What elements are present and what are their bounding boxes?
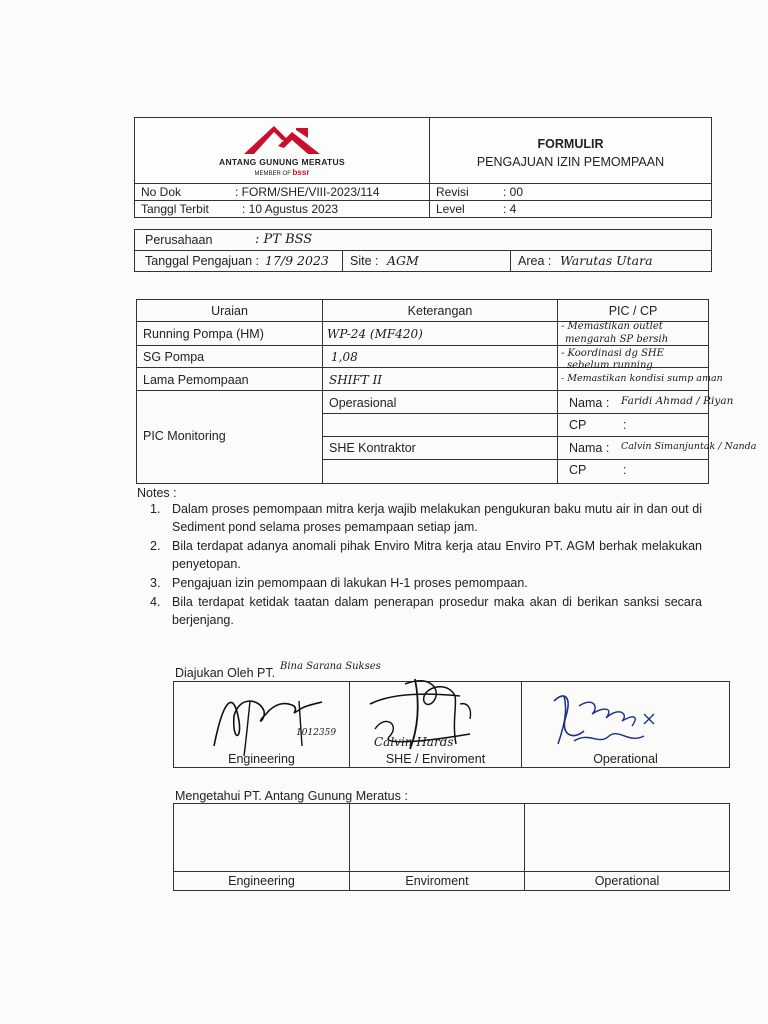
row-sg-pompa-value: 1,08 (331, 350, 358, 364)
perusahaan-value: : PT BSS (255, 232, 313, 247)
mengetahui-label: Mengetahui PT. Antang Gunung Meratus : (175, 789, 408, 803)
logo-member: MEMBER OF bssr (254, 168, 310, 177)
pic-monitoring-label: PIC Monitoring (143, 429, 226, 443)
header-uraian: Uraian (211, 304, 248, 318)
header-block (134, 117, 712, 218)
signature-she-name: Calvin Hards (374, 735, 454, 749)
site-value: AGM (387, 253, 419, 268)
tanggal-terbit-value: : 10 Agustus 2023 (242, 202, 339, 216)
pic-note-3: - Koordinasi dg SHE (561, 348, 664, 359)
info-block (134, 229, 712, 272)
signature-engineering (204, 686, 344, 756)
area-value: Warutas Utara (560, 253, 653, 268)
row-lama-pemompaan-value: SHIFT II (329, 373, 383, 387)
revisi-value: : 00 (503, 185, 524, 199)
form-title: FORMULIR (537, 137, 604, 151)
acknowledge-role-engineering: Engineering (228, 874, 295, 888)
diajukan-company: Bina Sarana Sukses (280, 661, 381, 672)
perusahaan-label: Perusahaan (145, 233, 213, 247)
approval-role-operational: Operational (593, 752, 658, 766)
cp-operasional-label: CP (569, 418, 587, 432)
signature-operational (544, 686, 664, 756)
note-item: 3. Pengajuan izin pemompaan di lakukan H-1 proses pemompaan. (150, 576, 528, 590)
level-value: : 4 (503, 202, 517, 216)
header-pic-cp: PIC / CP (608, 304, 658, 318)
notes-list (150, 500, 702, 630)
note-item: 4. Bila terdapat ketidak taatan dalam penerapan prosedur maka akan di berikan sanksi secara berjenjang. (150, 595, 702, 627)
notes-title: Notes : (137, 486, 177, 500)
nama-operasional-label: Nama : (569, 396, 610, 410)
row-sg-pompa-label: SG Pompa (143, 350, 205, 364)
logo-text: ANTANG GUNUNG MERATUS (219, 157, 345, 167)
approval-role-she: SHE / Enviroment (385, 752, 486, 766)
nama-she-label: Nama : (569, 441, 610, 455)
header-keterangan: Keterangan (407, 304, 473, 318)
note-item: 2. Bila terdapat adanya anomali pihak Enviro Mitra kerja atau Enviro PT. AGM berhak melakukan penyetopan. (150, 539, 702, 571)
cp-she-label: CP (569, 463, 587, 477)
logo-area (135, 118, 430, 183)
diajukan-label: Diajukan Oleh PT. (175, 666, 276, 680)
row-running-pompa-value: WP-24 (MF420) (327, 327, 423, 341)
tanggal-pengajuan-value: 17/9 2023 (265, 253, 329, 268)
approval-role-engineering: Engineering (228, 752, 295, 766)
pic-note-5: - Memastikan kondisi sump aman (561, 373, 723, 384)
area-label: Area : (518, 254, 552, 268)
main-table (136, 299, 757, 484)
pic-note-2: mengarah SP bersih (565, 334, 669, 345)
cp-she-colon: : (623, 463, 627, 477)
tanggal-pengajuan-label: Tanggal Pengajuan : (145, 254, 259, 268)
operasional-label: Operasional (329, 396, 397, 410)
signature-engineering-number: 1012359 (296, 728, 337, 738)
approval-table (173, 681, 730, 768)
company-logo-icon (240, 124, 324, 156)
pic-note-4: sebelum running (567, 360, 653, 371)
logo-brand: bssr (292, 168, 310, 177)
level-label: Level (436, 202, 465, 216)
acknowledge-table (173, 803, 730, 891)
acknowledge-role-operational: Operational (594, 874, 660, 888)
acknowledge-role-enviroment: Enviroment (405, 874, 469, 888)
cp-operasional-colon: : (623, 418, 627, 432)
she-kontraktor-label: SHE Kontraktor (329, 441, 416, 455)
note-item: 1. Dalam proses pemompaan mitra kerja wajib melakukan pengukuran baku mutu air in dan out di Sediment pond selama proses pemampaan setiap jam. (150, 502, 702, 534)
form-subtitle: PENGAJUAN IZIN PEMOMPAAN (476, 155, 665, 169)
row-running-pompa-label: Running Pompa (HM) (143, 327, 264, 341)
no-dok-label: No Dok (141, 185, 182, 199)
pic-note-1: - Memastikan outlet (561, 321, 663, 332)
nama-operasional-value: Faridi Ahmad / Riyan (621, 395, 734, 407)
row-lama-pemompaan-label: Lama Pemompaan (143, 373, 249, 387)
no-dok-value: : FORM/SHE/VIII-2023/114 (235, 185, 380, 199)
nama-she-value: Calvin Simanjuntak / Nanda (621, 441, 757, 452)
revisi-label: Revisi (436, 185, 469, 199)
site-label: Site : (350, 254, 379, 268)
tanggal-terbit-label: Tanggl Terbit (141, 202, 209, 216)
